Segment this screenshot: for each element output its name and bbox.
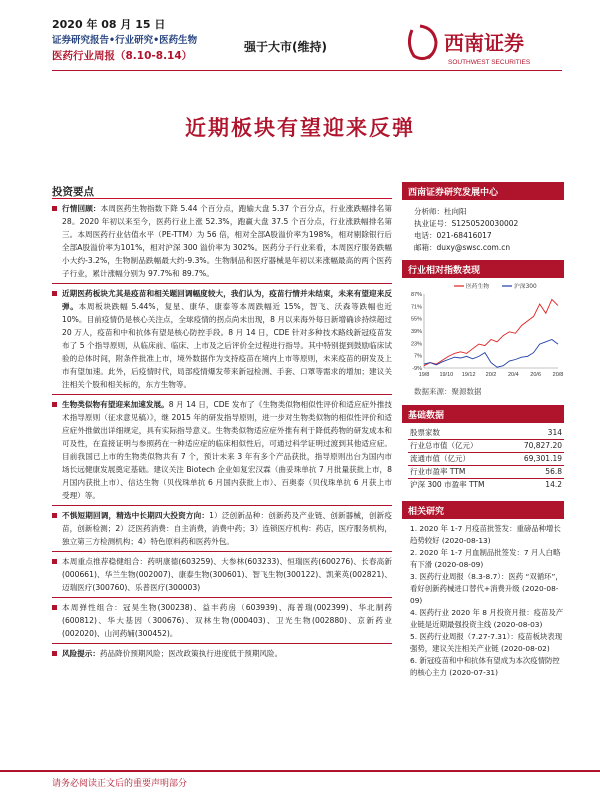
series-line-1 (424, 340, 558, 368)
y-tick-label: 23% (410, 341, 422, 348)
summary-paragraph: 行情回顾：本周医药生物指数下降 5.44 个百分点，跑输大盘 5.37 个百分点，行业涨跌幅排名第 28。2020 年初以来至今，医药行业上涨 52.3%，跑赢大盘 37.5 个百分点，行业涨跌幅排名第三。本周医药行业估值水平（PE-TTM）为 56 倍，相对全部A股溢价率为198%，相对剔除银行后全部A股溢价率为101%，相对沪深 300 溢价率为 302%。医药分子行业来看，本周医疗服务跌幅小大约-3.2%，生物制品跌幅最大约-9.3%。生物制品和医疗器械是年初以来涨幅最高的两个医药子行业，累计涨幅分别为 97.7%和 89.7%。 (52, 202, 392, 280)
header-rule (52, 70, 562, 71)
y-tick-label: 55% (410, 316, 422, 323)
x-tick-label: 19/8 (418, 372, 430, 378)
analyst-license: 执业证号：S1250520030002 (414, 219, 519, 228)
chart-source: 数据来源：聚源数据 (414, 387, 482, 396)
report-title: 近期板块有望迎来反弹 (185, 116, 415, 140)
related-item[interactable]: 3. 医药行业周报（8.3-8.7）：医药 “双循环”，看好创新药械进口替代+消费升级 (2020-08-09) (410, 572, 563, 605)
divider (52, 394, 392, 395)
industry-rating: 强于大市(维持) (244, 40, 327, 54)
chart-heading: 行业相对指数表现 (402, 260, 564, 278)
analyst-name: 分析师：杜向阳 (414, 207, 467, 216)
x-tick-label: 20/8 (552, 372, 564, 378)
x-tick-label: 20/6 (530, 372, 542, 378)
x-tick-label: 19/10 (439, 372, 454, 378)
x-tick-label: 20/4 (507, 372, 519, 378)
summary-body (52, 202, 392, 660)
y-tick-label: 87% (410, 292, 422, 298)
company-logo (400, 18, 560, 70)
related-item[interactable]: 2. 2020 年 1-7 月血制品批签发：7 月人白略有下滑 (2020-08-09) (410, 548, 561, 569)
analyst-email[interactable]: 邮箱：duxy@swsc.com.cn (414, 243, 511, 252)
divider (52, 597, 392, 598)
basic-data-heading: 基础数据 (402, 405, 564, 423)
y-tick-label: 39% (410, 329, 422, 335)
summary-rule (52, 198, 392, 199)
basic-data-row: 行业市盈率 TTM 56.8 (410, 467, 562, 476)
summary-paragraph: 风险提示：药品降价预期风险；医改政策执行进度低于预期风险。 (52, 647, 392, 660)
legend-label: 沪深300 (514, 284, 537, 290)
report-weekly: 医药行业周报（8.10-8.14） (52, 50, 193, 62)
logo-en-text: SOUTHWEST SECURITIES (448, 59, 531, 66)
legend-label: 医药生物 (466, 284, 490, 290)
basic-data-row: 流通市值（亿元） 69,301.19 (410, 454, 562, 463)
x-tick-label: 19/12 (461, 372, 476, 378)
y-tick-label: 7% (414, 353, 422, 360)
logo-cn-text: 西南证券 (444, 31, 524, 55)
summary-heading: 投资要点 (52, 186, 94, 198)
logo-emblem-icon (400, 18, 560, 70)
analyst-phone: 电话：021-68416017 (414, 231, 492, 240)
relative-index-chart (402, 278, 564, 382)
basic-data-row: 行业总市值（亿元） 70,827.20 (410, 441, 562, 450)
related-heading: 相关研究 (402, 501, 564, 519)
series-line-0 (424, 299, 558, 365)
report-category: 证券研究报告•行业研究•医药生物 (52, 35, 198, 46)
summary-paragraph: 生物类似物有望迎来加速发展。8 月 14 日，CDE 发布了《生物类似物相似性评价和适应症外推技术指导原则（征求意见稿）》，继 2015 年的研发指导原则，进一步对生物类似物的相似性评价和适应症外推做出详细规定，具有实际指导意义。生物类似物适应症外推有利于降低药物的研发成本和可及性，在直接证明与参照药在一种适应症的临床相似性后，可通过科学证明过渡到其他适应症。目前我国已上市的生物类似物共有 7 个，预计未来 3 年有多个产品获批，指导原则出台为国内市场长远健康发展奠定基础。建议关注 Biotech 企业如复宏汉霖（曲妥珠单抗 7 月批量获批上市，8 月国内获批上市）、信达生物（贝伐珠单抗 6 月国内获批上市）、百奥泰（贝伐珠单抗 6 月获上市受理）等。 (52, 398, 392, 502)
related-item[interactable]: 1. 2020 年 1-7 月疫苗批签发：重磅品种增长趋势较好 (2020-08-13) (410, 524, 561, 545)
analyst-heading: 西南证券研究发展中心 (402, 182, 564, 200)
basic-data-row: 股票家数 314 (410, 428, 562, 437)
y-tick-label: -9% (412, 366, 422, 372)
related-item[interactable]: 5. 医药行业周报（7.27-7.31）：疫苗板块表现强势，建议关注相关产业链 (2020-08-02) (410, 632, 563, 653)
divider (52, 505, 392, 506)
related-item[interactable]: 4. 医药行业 2020 年 8 月投资月报：疫苗及产业链是近期最强投资主线 (2020-08-03) (410, 608, 564, 629)
footer-disclaimer: 请务必阅读正文后的重要声明部分 (52, 779, 188, 789)
x-tick-label: 20/2 (485, 372, 497, 378)
divider (52, 643, 392, 644)
summary-paragraph: 近期医药板块尤其是疫苗和相关题回调幅度较大，我们认为，疫苗行情并未结束，未来有望迎来反弹。本周板块跌幅 5.44%，复星、康华、康泰等本周跌幅近 15%，智飞、沃森等跌幅也近 10%。目前疫情仍是核心关注点，全球疫情的拐点尚未出现，8 月以来海外每日新增确诊持续超过 20 万人，疫苗和中和抗体有望是核心防控手段。8 月 14 日，CDE 针对多种技术路线新冠疫苗发布了 5 个指导原则，从临床前、临床、上市及之后评价全过程进行指导。其中特别提到鼓励临床试验的总体时间，附条件批准上市，境外数据作为支持疫苗在境内上市等原则，未来疫苗的研发及上市有望加速。此外，后疫情时代，局部疫情爆发带来新冠检测、手套、口罩等需求的增加；建议关注相关个股和相关标的，东方生物等。 (52, 287, 392, 391)
sidebar (402, 182, 564, 679)
summary-paragraph: 不惧短期回调，精选中长期四大投资方向：1）泛创新品种：创新药及产业链、创新器械，创新疫苗，创新检测；2）泛医药消费：自主消费，消费中药；3）连锁医疗机构：药店，医疗服务机构，独立第三方检测机构；4）特色原料药和医药外包。 (52, 509, 392, 548)
related-item[interactable]: 6. 新冠疫苗和中和抗体有望成为本次疫情防控的核心主力 (2020-07-31) (410, 656, 560, 677)
divider (52, 551, 392, 552)
footer-rule (0, 770, 600, 772)
divider (52, 283, 392, 284)
y-tick-label: 71% (410, 304, 422, 311)
summary-paragraph: 本周重点推荐稳健组合：药明康德(603259)、大参林(603233)、恒瑞医药(600276)、长春高新(000661)、华兰生物(002007)、康泰生物(300601)、智飞生物(300122)、凯莱英(002821)、迈瑞医疗(300760)、乐普医疗(300003) (52, 555, 392, 594)
basic-data-row: 沪深 300 市盈率 TTM 14.2 (410, 480, 562, 489)
report-date: 2020 年 08 月 15 日 (52, 18, 166, 31)
summary-paragraph: 本周弹性组合：冠昊生物(300238)、益丰药房（603939)、海普瑞(002399)、华北制药(600812)、华大基因（300676)、双林生物(000403)、卫光生物(002880)、京新药业(002020)、山河药辅(300452)。 (52, 601, 392, 640)
